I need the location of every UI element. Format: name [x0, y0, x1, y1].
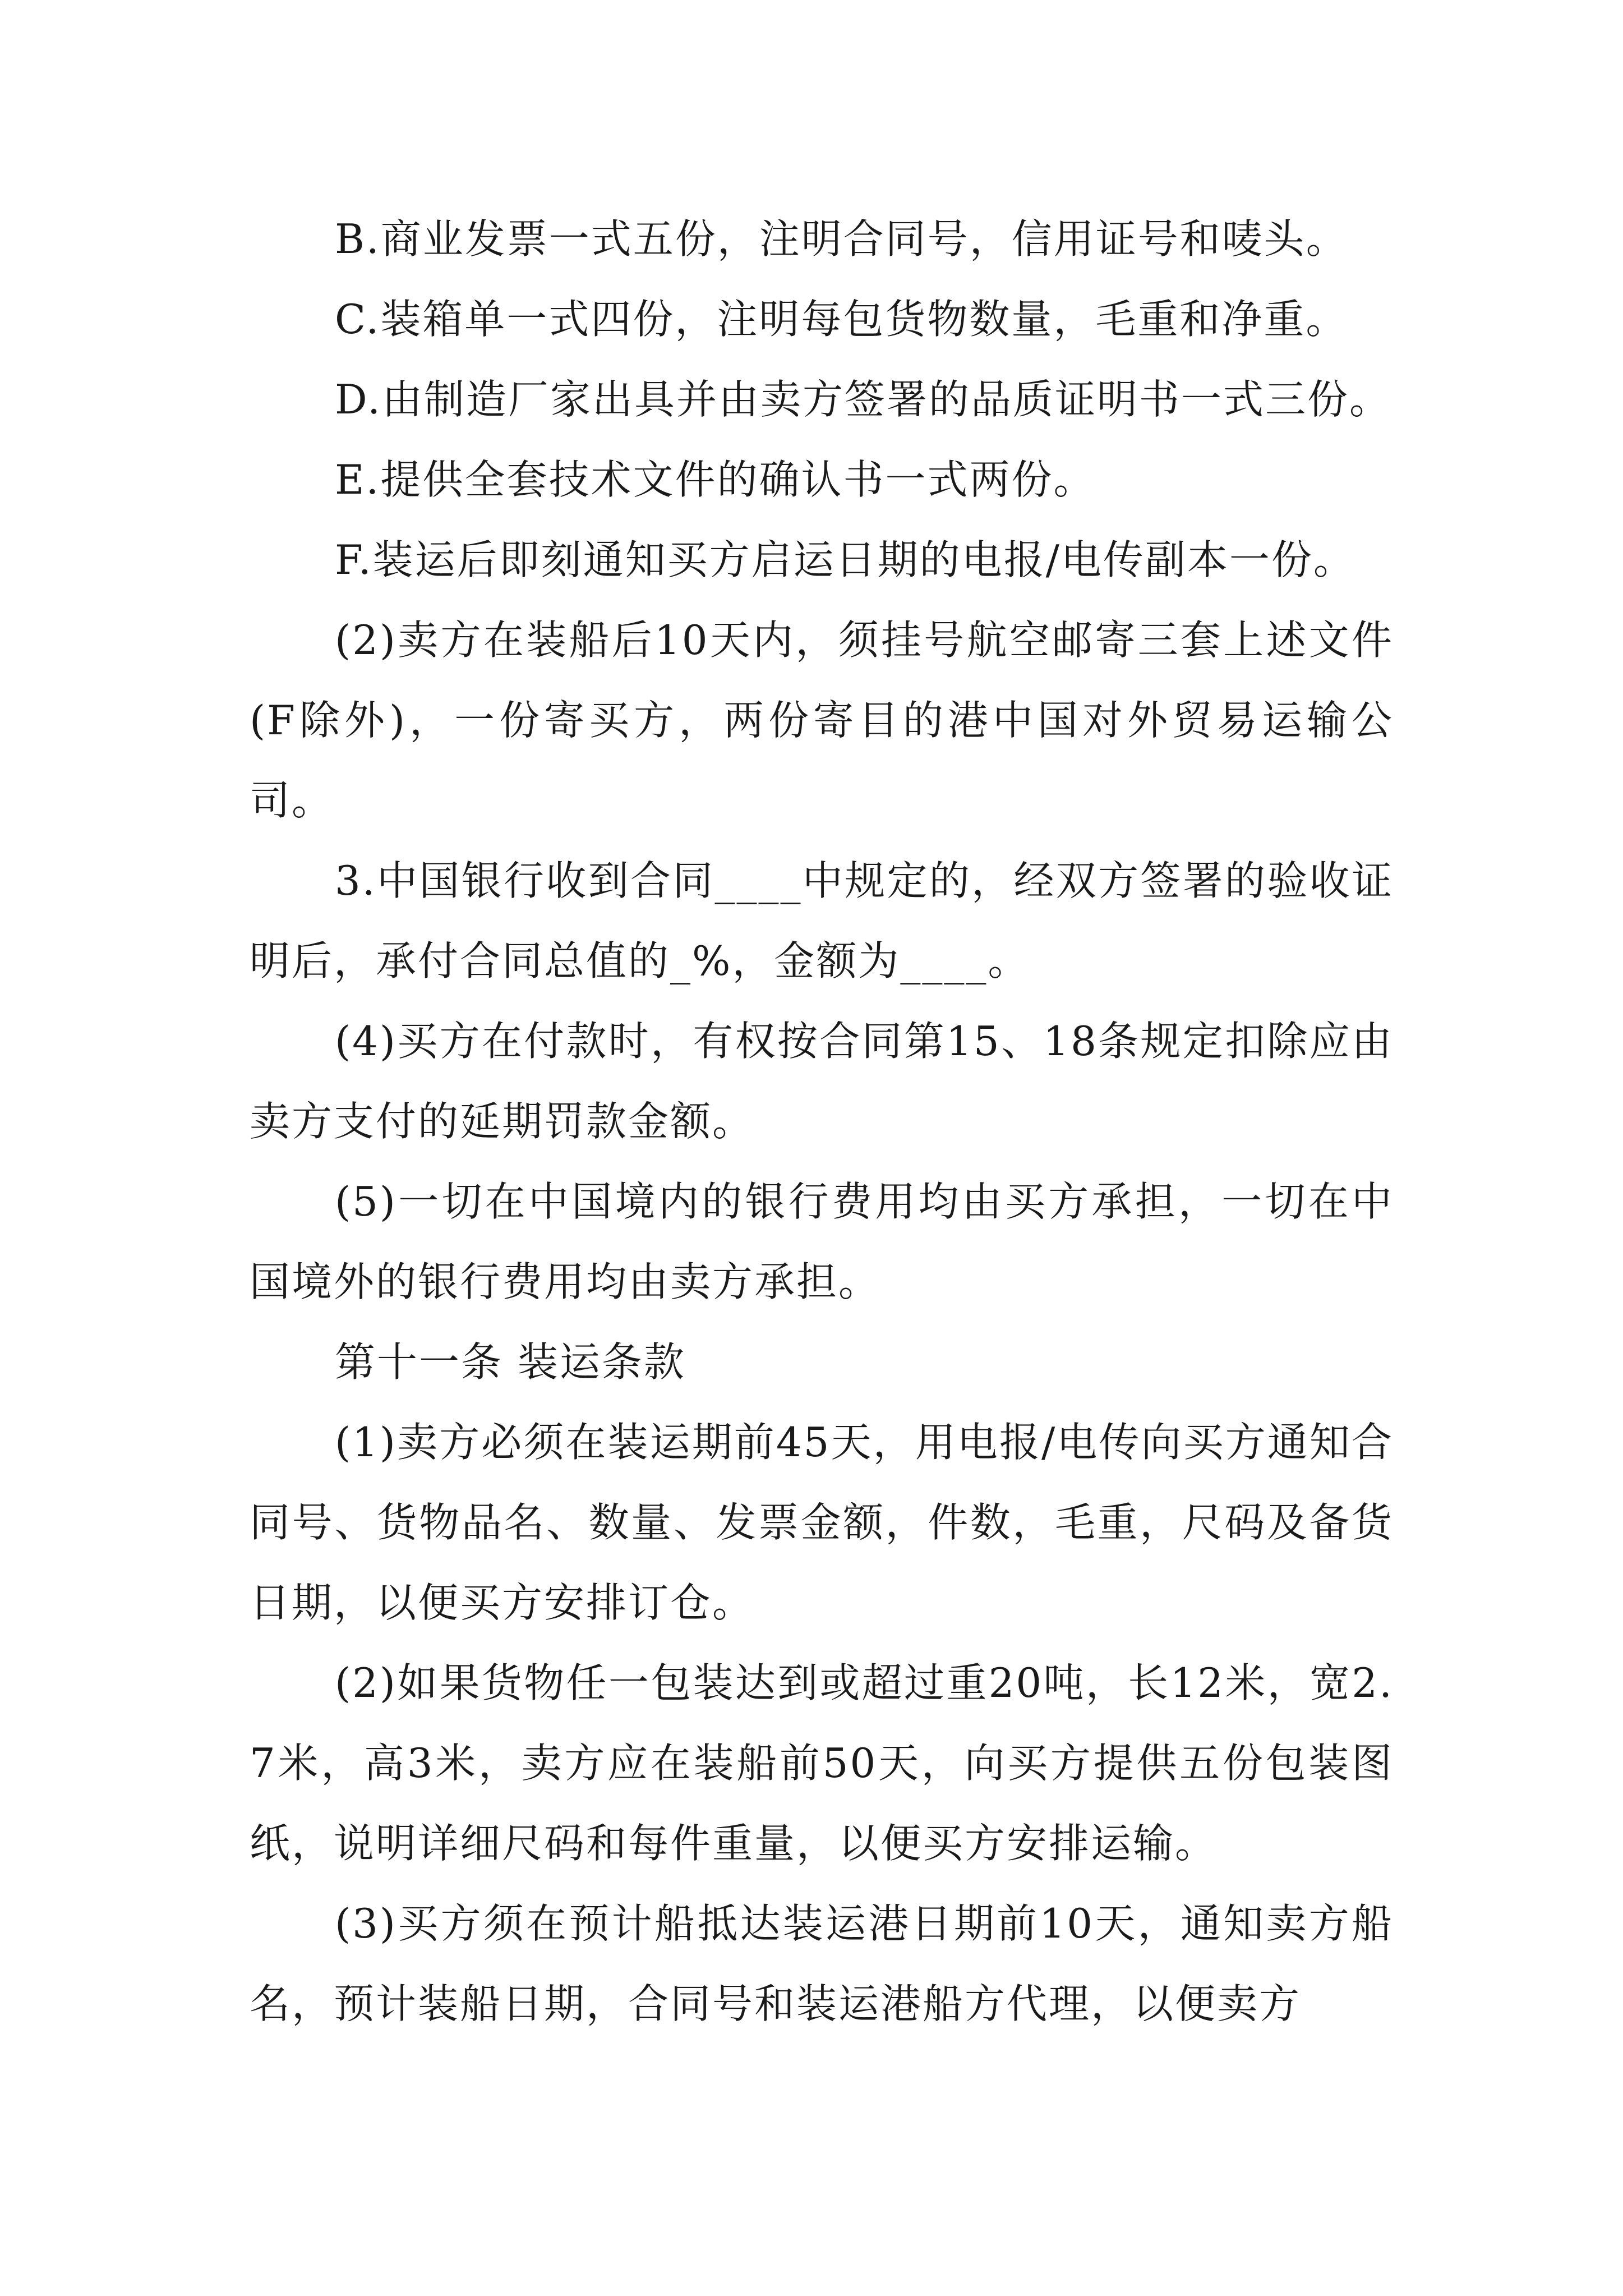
paragraph-b-commercial-invoice: B.商业发票一式五份，注明合同号，信用证号和唛头。 — [335, 215, 1348, 263]
paragraph-1-shipment-notification: (1)卖方必须在装运期前45天，用电报/电传向买方通知合同号、货物品名、数量、发票金额，件数，毛重，尺码及备货日期，以便买方安排订仓。 — [250, 1419, 1394, 1626]
paragraph-e-technical-documents: E.提供全套技术文件的确认书一式两份。 — [335, 456, 1096, 503]
article-11-heading: 第十一条 装运条款 — [335, 1338, 686, 1386]
paragraph-c-packing-list: C.装箱单一式四份，注明每包货物数量，毛重和净重。 — [335, 296, 1348, 343]
paragraph-3-bank-payment: 3.中国银行收到合同____中规定的，经双方签署的验收证明后，承付合同总值的_%，金额为____。 — [250, 857, 1394, 984]
paragraph-f-shipment-notice: F.装运后即刻通知买方启运日期的电报/电传副本一份。 — [335, 536, 1355, 583]
paragraph-2-oversize-packages: (2)如果货物任一包装达到或超过重20吨，长12米，宽2.7米，高3米，卖方应在装船前50天，向买方提供五份包装图纸，说明详细尺码和每件重量，以便买方安排运输。 — [250, 1659, 1394, 1867]
document-body — [250, 199, 1394, 2044]
paragraph-5-bank-charges: (5)一切在中国境内的银行费用均由买方承担，一切在中国境外的银行费用均由卖方承担。 — [250, 1178, 1394, 1305]
paragraph-3-vessel-notice: (3)买方须在预计船抵达装运港日期前10天，通知卖方船名，预计装船日期，合同号和装运港船方代理，以便卖方 — [250, 1900, 1394, 2027]
paragraph-4-penalty-deduction: (4)买方在付款时，有权按合同第15、18条规定扣除应由卖方支付的延期罚款金额。 — [250, 1018, 1394, 1145]
paragraph-2-airmail-documents: (2)卖方在装船后10天内，须挂号航空邮寄三套上述文件(F除外)，一份寄买方，两份寄目的港中国对外贸易运输公司。 — [250, 616, 1394, 824]
paragraph-d-quality-certificate: D.由制造厂家出具并由卖方签署的品质证明书一式三份。 — [335, 376, 1392, 423]
